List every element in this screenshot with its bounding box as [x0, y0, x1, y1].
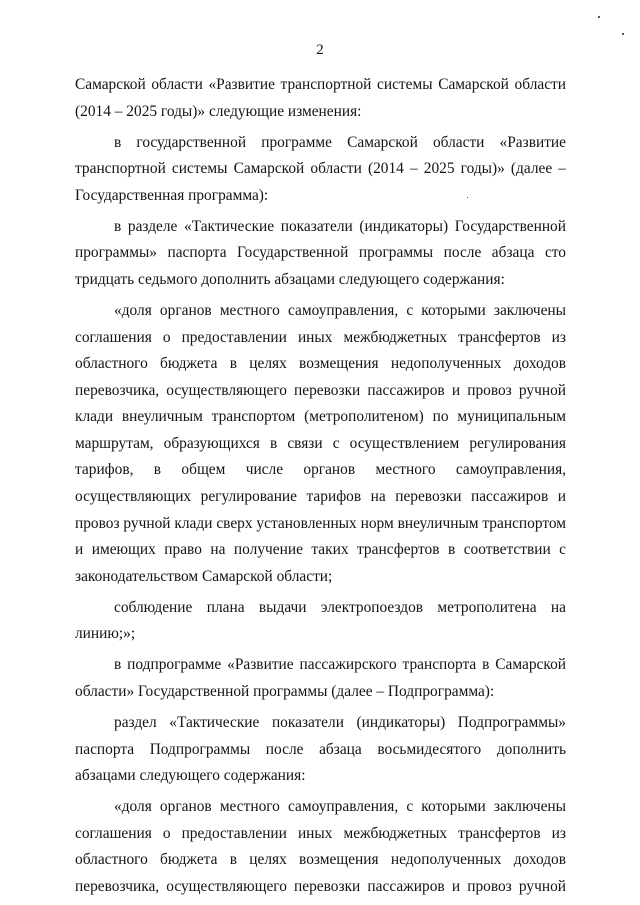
paragraph-7: раздел «Тактические показатели (индикаторы) Подпрограммы» паспорта Подпрограммы после абзаца восьмидесятого дополнить абзацами следующего содержания:: [75, 714, 566, 785]
paragraph-8: «доля органов местного самоуправления, с которыми заключены соглашения о предоставлении иных межбюджетных трансфертов из областного бюджета в целях возмещения недополученных доходов перевозчика, осуществляющего перевозки пассажиров и провоз ручной: [75, 798, 566, 895]
paragraph-3: в разделе «Тактические показатели (индикаторы) Государственной программы» паспорта Государственной программы после абзаца сто тридцать седьмого дополнить абзацами следующего содержания:: [75, 217, 566, 288]
paragraph-1: Самарской области «Развитие транспортной системы Самарской области (2014 – 2025 годы)» следующие изменения:: [75, 76, 566, 120]
paragraph-6: в подпрограмме «Развитие пассажирского транспорта в Самарской области» Государственной программы (далее – Подпрограмма):: [75, 656, 566, 701]
document-body: [75, 72, 566, 905]
scan-speck: [467, 197, 468, 198]
scan-speck: [598, 16, 600, 18]
scan-speck: [622, 33, 624, 35]
paragraph-4: «доля органов местного самоуправления, с которыми заключены соглашения о предоставлении иных межбюджетных трансфертов из областного бюджета в целях возмещения недополученных доходов перевозчика, осуществляющего перевозки пассажиров и провоз ручной клади внеуличным транспортом (метрополитеном) по муниципальным маршрутам, образующихся в связи с осуществлением регулирования тарифов, в общем числе органов местного самоуправления, осуществляющих регулирование тарифов на перевозки пассажиров и провоз ручной клади сверх установленных норм внеуличным транспортом и имеющих право на получение таких трансфертов в соответствии с законодательством Самарской области;: [75, 301, 566, 585]
page-number: 2: [316, 42, 324, 58]
paragraph-2: в государственной программе Самарской области «Развитие транспортной системы Самарской области (2014 – 2025 годы)» (далее – Государственная программа):: [75, 133, 566, 204]
paragraph-5: соблюдение плана выдачи электропоездов метрополитена на линию;»;: [75, 598, 566, 643]
